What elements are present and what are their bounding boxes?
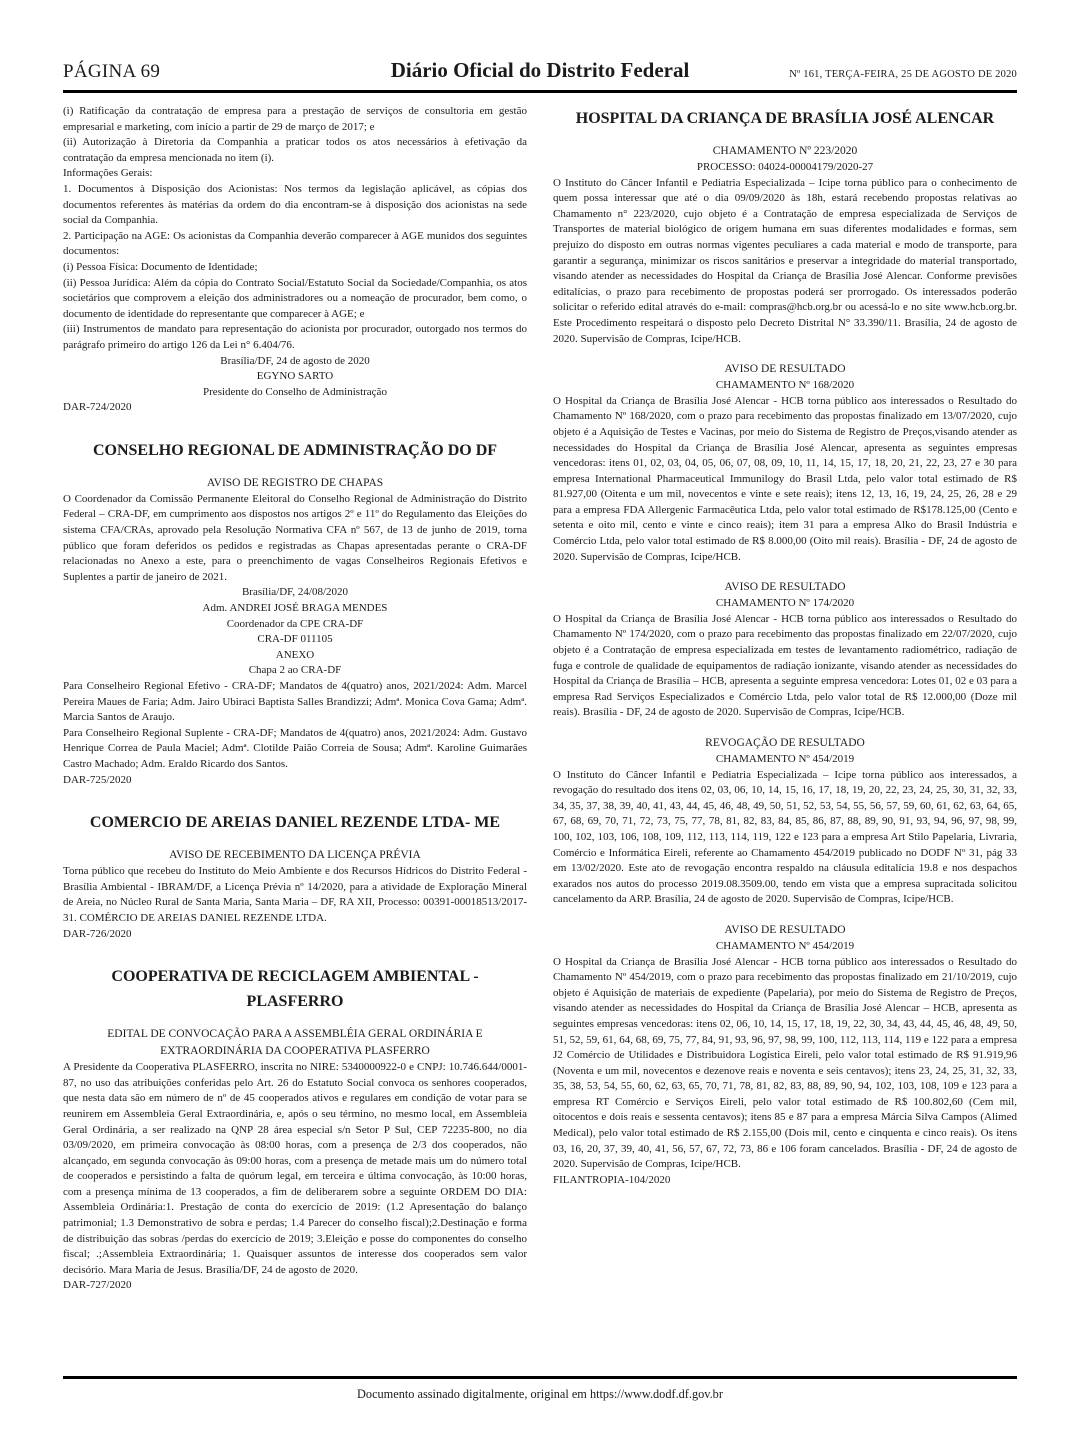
paragraph: Informações Gerais:: [63, 167, 153, 180]
paragraph: Para Conselheiro Regional Suplente - CRA-DF; Mandatos de 4(quatro) anos, 2021/2024: Adm. Gustavo Henrique Correa de Paula Maciel; Admª. Clotilde Paião Correia de Sousa; Admª. Karoline Guimarães Castro Machado; Adm. Eraldo Ricardo dos Santos.: [63, 726, 527, 770]
paragraph: A Presidente da Cooperativa PLASFERRO, inscrita no NIRE: 5340000922-0 e CNPJ: 10.746.644/0001-87, no uso das atribuições conferidas pelo Art. 26 do Estatuto Social convoca os senhores cooperados, que nesta data são em número de nº de 45 cooperados ativos e regulares em condição de votar para se reunirem em Assembleia Geral Extraordinária, e, após o seu término, no mesmo local, em Assembleia Geral Ordinária, a ser realizado na QNP 28 área especial s/n Setor P Sul, CEP 72235-800, no dia 03/09/2020, em primeira convocação às 08:00 horas, com a presença de 2/3 dos cooperados, não alcançado, em segunda convocação às 09:00 horas, com a presença de metade mais um do número total de cooperados e persistindo a falta de quórum legal, em terceira e última convocação, às 10:00 horas, com a presença mínima de 13 cooperados, a fim de deliberarem sobre a seguinte ORDEM DO DIA: Assembleia Ordinária:1. Prestação de conta do exercício de 2019: (1.2 Apresentação do balanço patrimonial; 1.3 Demonstrativo de sobra e perdas; 1.4 Parecer do conselho fiscal);2.Destinação e forma de distribuição das sobras /perdas do exercício de 2019; 3.Eleição e posse do componentes do conselho fiscal; .;Assembleia Extraordinária; 1. Quaisquer assuntos de interesse dos cooperados sem valor decisório. Mara Maria de Jesus. Brasília/DF, 24 de agosto de 2020.: [63, 1061, 527, 1276]
paragraph: (iii) Instrumentos de mandato para representação do acionista por procurador, outorgado nos termos do parágrafo primeiro do artigo 126 da Lei n° 6.404/76.: [63, 323, 527, 351]
notice-subtitle: AVISO DE RECEBIMENTO DA LICENÇA PRÉVIA: [169, 849, 421, 862]
notice-subtitle: CHAMAMENTO Nº 168/2020: [715, 379, 855, 392]
section-title: COOPERATIVA DE RECICLAGEM AMBIENTAL - PLASFERRO: [111, 968, 479, 1011]
doc-ref: DAR-726/2020: [63, 927, 132, 940]
notice-subtitle: AVISO DE RESULTADO: [724, 581, 846, 594]
edition-info: Nº 161, TERÇA-FEIRA, 25 DE AGOSTO DE 2020: [789, 69, 1017, 80]
signatory-name: EGYNO SARTO: [256, 370, 334, 383]
dateline: Brasília/DF, 24 de agosto de 2020: [220, 354, 370, 367]
page-footer: [63, 1376, 1017, 1402]
registry-number: CRA-DF 011105: [257, 633, 333, 646]
paragraph: O Coordenador da Comissão Permanente Eleitoral do Conselho Regional de Administração do Distrito Federal – CRA-DF, em cumprimento aos dispostos nos artigos 2º e 11º do Regulamento das Eleições do sistema CFA/CRAs, aprovado pela Resolução Normativa CFA nº 567, de 13 de junho de 2019, torna público que foram deferidos os pedidos e registradas as Chapas apresentadas perante o CRA-DF relacionadas no Anexo a este, para o preenchimento de vagas Conselheiros Regionais Efetivos e Suplentes a partir de janeiro de 2021.: [63, 492, 527, 583]
notice-subtitle: AVISO DE RESULTADO: [724, 363, 846, 376]
dateline: Brasília/DF, 24/08/2020: [241, 586, 349, 599]
paragraph: Para Conselheiro Regional Efetivo - CRA-DF; Mandatos de 4(quatro) anos, 2021/2024: Adm. Marcel Pereira Maues de Faria; Adm. Jairo Ubiraci Baptista Salles Brandizzi; Admª. Monica Cova Gama; Admª. Marcia Santos de Araujo.: [63, 680, 527, 724]
doc-ref: DAR-727/2020: [63, 1279, 132, 1292]
paragraph: 1. Documentos à Disposição dos Acionistas: Nos termos da legislação aplicável, as cópias dos documentos referentes às matérias da ordem do dia encontram-se à disposição dos acionistas na sede social da Companhia.: [63, 182, 527, 227]
section-title: HOSPITAL DA CRIANÇA DE BRASÍLIA JOSÉ ALENCAR: [575, 110, 995, 127]
process-number: PROCESSO: 04024-00004179/2020-27: [696, 161, 874, 173]
notice-subtitle: AVISO DE REGISTRO DE CHAPAS: [206, 476, 384, 489]
paragraph: (i) Ratificação da contratação de empresa para a prestação de serviços de consultoria em gestão empresarial e marketing, com início a partir de 29 de março de 2017; e: [63, 105, 527, 133]
doc-ref: DAR-725/2020: [63, 773, 132, 786]
paragraph: (ii) Pessoa Jurídica: Além da cópia do Contrato Social/Estatuto Social da Sociedade/Companhia, os atos societários que comprovem a eleição dos administradores ou a nomeação de procurador, bem como, o documento de identidade do representante que comparecer à AGE; e: [63, 276, 527, 320]
doc-ref: DAR-724/2020: [63, 401, 132, 414]
paragraph: O Instituto do Câncer Infantil e Pediatria Especializada – Icipe torna público para o conhecimento de quem possa interessar que até o dia 09/09/2020 às 18h, estará recebendo propostas relativas ao Chamamento n° 223/2020, cujo objeto é a Contratação de empresa especializada de Serviços de Transportes de material biológico de origem humana em suas diferentes modalidades e formas, sem prejuízo do disposto em outras normas vigentes peculiares a cada material e modo de transporte, para garantir a segurança, minimizar os riscos sanitários e preservar a integridade do material transportado, visando atender as necessidades do Hospital da Criança de Brasília José Alencar. Conforme previsões editalícias, o prazo para recebimento de propostas poderá ser prorrogado. Os interessados poderão solicitar o referido edital através do e-mail: compras@hcb.org.br ou acessá-lo e no site www.hcb.org.br. Este Procedimento respeitará o disposto pelo Decreto Distrital N° 33.390/11. Brasília, 24 de agosto de 2020. Supervisão de Compras, Icipe/HCB.: [553, 176, 1017, 345]
paragraph: Torna público que recebeu do Instituto do Meio Ambiente e dos Recursos Hídricos do Distrito Federal - Brasília Ambiental - IBRAM/DF, a Licença Prévia nº 14/2020, para a atividade de Exploração Mineral de Areia, no Núcleo Rural de Santa Maria, Santa Maria – DF, RA XII, Processo: 00391-00018513/2017-31. COMÉRCIO DE AREIAS DANIEL REZENDE LTDA.: [63, 865, 527, 924]
notice-subtitle: CHAMAMENTO Nº 454/2019: [715, 939, 855, 952]
notice-subtitle: CHAMAMENTO Nº 223/2020: [712, 145, 858, 157]
paragraph: O Hospital da Criança de Brasília José Alencar - HCB torna público aos interessados o Resultado do Chamamento Nº 454/2019, com o prazo para recebimento das propostas finalizado em 21/10/2019, cujo objeto é Aquisição de materiais de expediente (Papelaria), por meio do Sistema de Registro de Preços, visando atender as necessidades do Hospital da Criança de Brasília José Alencar – HCB, apresenta as seguintes empresas vencedoras: itens 02, 06, 10, 14, 15, 17, 18, 19, 22, 30, 34, 43, 44, 45, 46, 48, 49, 50, 51, 52, 59, 61, 64, 68, 69, 75, 77, 84, 91, 93, 96, 97, 98, 99, 100, 112, 113, 114, 119 e 122 para a empresa J2 Comércio de Utilidades e Distribuidora Logística Eireli, pelo valor total estimado de R$ 91.919,96 (Noventa e um mil, novecentos e dezenove reais e noventa e seis centavos); itens 23, 24, 25, 31, 32, 33, 35, 38, 53, 54, 55, 60, 62, 63, 65, 70, 71, 78, 81, 82, 83, 88, 89, 90, 94, 102, 103, 108, 109 e 123 para a empresa RT Comércio e Serviços Eireli, pelo valor total estimado de R$ 100.802,60 (Cem mil, oitocentos e dois reais e sessenta centavos); itens 85 e 87 para a empresa Márcia Silva Campos (Alimed Medical), pelo valor total estimado de R$ 2.155,00 (Dois mil, cento e cinquenta e cinco reais). Os itens 03, 16, 20, 37, 39, 40, 41, 56, 57, 67, 72, 73, 86 e 106 foram cancelados. Brasília - DF, 24 de agosto de 2020. Supervisão de Compras, Icipe/HCB.: [553, 955, 1017, 1171]
paragraph: O Hospital da Criança de Brasília José Alencar - HCB torna público aos interessados o Resultado do Chamamento Nº 168/2020, com o prazo para recebimento das propostas finalizado em 13/07/2020, cujo objeto é a Aquisição de Testes e Vacinas, por meio do Sistema de Registro de Preços,visando atender as necessidades do Hospital da Criança de Brasília José Alencar, apresenta as seguintes empresas vencedoras: itens 01, 02, 03, 04, 05, 06, 07, 08, 09, 10, 11, 14, 15, 17, 18, 20, 21, 22, 23, 27 e 30 para empresa International Pharmaceutical Immunilogy do Brasil Ltda, pelo valor total estimado de R$ 81.927,00 (Oitenta e um mil, novecentos e vinte e sete reais); itens 12, 13, 16, 19, 24, 25, 26, 28 e 29 para a empresa FDA Allergenic Farmacêutica Ltda, pelo valor total estimado de R$178.125,00 (Cento e setenta e oito mil, cento e vinte e cinco reais); item 31 para a empresa Alko do Brasil Indústria e Comércio Ltda, pelo valor total estimado de R$ 8.000,00 (Oito mil reais). Brasília - DF, 24 de agosto de 2020. Supervisão de Compras, Icipe/HCB.: [553, 394, 1017, 563]
annex-label: ANEXO: [275, 648, 315, 661]
signatory-name: Adm. ANDREI JOSÉ BRAGA MENDES: [202, 602, 388, 615]
notice-subtitle: REVOGAÇÃO DE RESULTADO: [705, 737, 865, 749]
section-title: COMERCIO DE AREIAS DANIEL REZENDE LTDA- ME: [89, 814, 501, 832]
doc-ref: FILANTROPIA-104/2020: [553, 1173, 671, 1186]
digital-signature-note: Documento assinado digitalmente, original em https://www.dodf.df.gov.br: [357, 1387, 723, 1401]
paragraph: 2. Participação na AGE: Os acionistas da Companhia deverão comparecer à AGE munidos dos seguintes documentos:: [63, 229, 527, 258]
notice-subtitle: CHAMAMENTO Nº 174/2020: [715, 597, 855, 610]
signatory-title: Coordenador da CPE CRA-DF: [226, 617, 364, 630]
paragraph: O Instituto do Câncer Infantil e Pediatria Especializada – Icipe torna público aos interessados, a revogação do resultado dos itens 02, 03, 06, 10, 14, 15, 16, 17, 18, 19, 20, 22, 23, 24, 25, 30, 31, 32, 33, 34, 35, 37, 38, 39, 40, 41, 43, 44, 45, 46, 48, 49, 50, 51, 52, 53, 54, 55, 56, 57, 59, 60, 61, 62, 63, 64, 65, 67, 68, 69, 70, 71, 72, 73, 75, 77, 78, 81, 82, 83, 84, 85, 86, 87, 88, 89, 90, 91, 93, 94, 96, 97, 98, 99, 100, 102, 103, 106, 108, 109, 112, 113, 114, 119, 122 e 123 para a empresa Art Stilo Papelaria, Livraria, Comércio e Informática Eireli, referente ao Chamamento 454/2019 publicado no DODF Nº 31, pág 33 em 13/02/2020. Este ato de revogação encontra respaldo na cláusula editalícia 19.8 e nos despachos exarados nos autos do processo 2019.08.3509.00, tendo em vista que a empresa supracitada solicitou cancelamento da ARP. Brasília, 24 de agosto de 2020. Supervisão de Compras, Icipe/HCB.: [553, 768, 1017, 906]
notice-subtitle: CHAMAMENTO Nº 454/2019: [715, 753, 855, 765]
two-column-body: [63, 104, 1017, 1370]
right-column: [553, 104, 1017, 1370]
signatory-title: Presidente do Conselho de Administração: [203, 385, 387, 398]
paragraph: O Hospital da Criança de Brasília José Alencar - HCB torna público aos interessados o Resultado do Chamamento Nº 174/2020, com o prazo para recebimento das propostas finalizado em 22/07/2020, cujo objeto é a Contratação de empresa especializada em testes de levantamento radiométrico, radiação de fuga e controle de qualidade de equipamentos de radiação ionizante, visando atender as necessidades do Hospital da Criança de Brasília – HCB, apresenta a seguinte empresa vencedora: Lotes 01, 02 e 03 para a empresa Rad Serviços Especializados e Comércio Ltda, pelo valor total de R$ 12.000,00 (Doze mil reais). Brasília - DF, 24 de agosto de 2020. Supervisão de Compras, Icipe/HCB.: [553, 612, 1017, 719]
page-number: PÁGINA 69: [63, 61, 161, 82]
paragraph: (i) Pessoa Física: Documento de Identidade;: [63, 260, 258, 273]
section-title: CONSELHO REGIONAL DE ADMINISTRAÇÃO DO DF: [92, 441, 498, 459]
gazette-title: Diário Oficial do Distrito Federal: [390, 58, 690, 82]
page-header: [63, 58, 1017, 93]
notice-subtitle: EDITAL DE CONVOCAÇÃO PARA A ASSEMBLÉIA GERAL ORDINÁRIA E EXTRAORDINÁRIA DA COOPERATIVA PLASFERRO: [107, 1028, 483, 1058]
annex-subtitle: Chapa 2 ao CRA-DF: [248, 664, 342, 677]
notice-subtitle: AVISO DE RESULTADO: [724, 923, 846, 936]
left-column: [63, 104, 527, 1370]
paragraph: (ii) Autorização à Diretoria da Companhia a praticar todos os atos necessários à efetivação da contratação da empresa mencionada no item (i).: [63, 136, 527, 164]
